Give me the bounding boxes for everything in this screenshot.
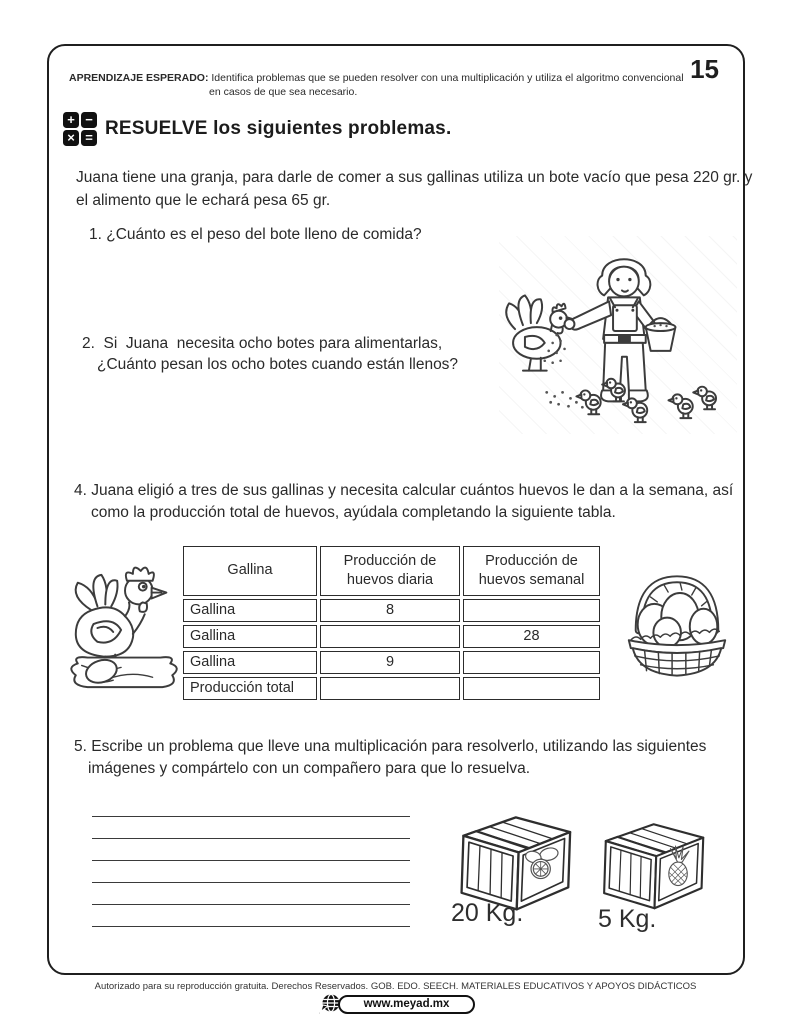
row1-gallina: Gallina <box>183 599 317 622</box>
math-operations-icon <box>63 112 97 146</box>
row4-total-label: Producción total <box>183 677 317 700</box>
question-4: 4. Juana eligió a tres de sus gallinas y necesita calcular cuántos huevos le dan a la semana, así como la producción total de huevos, ayúdala completando la siguiente tabla. <box>74 482 734 521</box>
row1-weekly-answer-cell[interactable] <box>463 599 600 622</box>
expected-learning-text-2: en casos de que sea necesario. <box>209 86 358 98</box>
table-header-row <box>183 546 600 596</box>
col-header-gallina: Gallina <box>183 546 317 596</box>
intro-line-1: Juana tiene una granja, para darle de comer a sus gallinas utiliza un bote vacío que pesa 220 gr. y <box>76 169 753 186</box>
row3-daily-value: 9 <box>320 651 460 674</box>
table-row <box>183 599 600 622</box>
table-row <box>183 651 600 674</box>
equals-key-icon: = <box>81 130 97 146</box>
row4-daily-answer-cell[interactable] <box>320 677 460 700</box>
row2-gallina: Gallina <box>183 625 317 648</box>
question-5: 5. Escribe un problema que lleve una multiplicación para resolverlo, utilizando las siguientes imágenes y compártelo con un compañero para que lo resuelva. <box>74 738 707 777</box>
row3-weekly-answer-cell[interactable] <box>463 651 600 674</box>
writing-line[interactable] <box>92 883 410 905</box>
production-table <box>180 543 603 703</box>
plus-key-icon: + <box>63 112 79 128</box>
table-row <box>183 625 600 648</box>
page-number: 15 <box>690 54 719 84</box>
writing-line[interactable] <box>92 905 410 927</box>
expected-learning <box>69 71 717 99</box>
website-link[interactable]: www.meyad.mx <box>338 995 476 1014</box>
section-header <box>63 112 451 146</box>
row4-weekly-answer-cell[interactable] <box>463 677 600 700</box>
row3-gallina: Gallina <box>183 651 317 674</box>
times-key-icon: × <box>63 130 79 146</box>
hen-on-nest-illustration <box>62 554 190 704</box>
woman-feeding-chickens-illustration <box>499 236 737 434</box>
problem-intro <box>76 166 752 212</box>
expected-learning-text: Identifica problemas que se pueden resolver con una multiplicación y utiliza el algoritmo convencional <box>208 72 684 84</box>
col-header-daily: Producción de huevos diaria <box>320 546 460 596</box>
section-title: RESUELVE los siguientes problemas. <box>105 118 452 139</box>
question-2: 2. Si Juana necesita ocho botes para alimentarlas, ¿Cuánto pesan los ocho botes cuando están llenos? <box>82 335 459 373</box>
minus-key-icon: − <box>81 112 97 128</box>
question-1: 1. ¿Cuánto es el peso del bote lleno de comida? <box>89 226 422 243</box>
row1-daily-value: 8 <box>320 599 460 622</box>
row2-weekly-value: 28 <box>463 625 600 648</box>
table-row <box>183 677 600 700</box>
col-header-weekly: Producción de huevos semanal <box>463 546 600 596</box>
writing-line[interactable] <box>92 817 410 839</box>
writing-line[interactable] <box>92 795 410 817</box>
writing-line[interactable] <box>92 839 410 861</box>
expected-learning-label: APRENDIZAJE ESPERADO: <box>69 72 209 84</box>
writing-line[interactable] <box>92 861 410 883</box>
crate-weight-label: 20 Kg. <box>451 899 524 927</box>
egg-basket-illustration <box>619 566 735 682</box>
copyright-text: Autorizado para su reproducción gratuita. Derechos Reservados. GOB. EDO. SEECH. MATERIALES EDUCATIVOS Y APOYOS DIDÁCTICOS <box>94 981 697 992</box>
row2-daily-answer-cell[interactable] <box>320 625 460 648</box>
crate-weight-label: 5 Kg. <box>598 905 657 933</box>
answer-writing-area <box>92 795 410 927</box>
page-frame <box>47 44 753 975</box>
publisher-logo <box>0 993 791 1015</box>
intro-line-2: el alimento que le echará pesa 65 gr. <box>76 192 331 209</box>
